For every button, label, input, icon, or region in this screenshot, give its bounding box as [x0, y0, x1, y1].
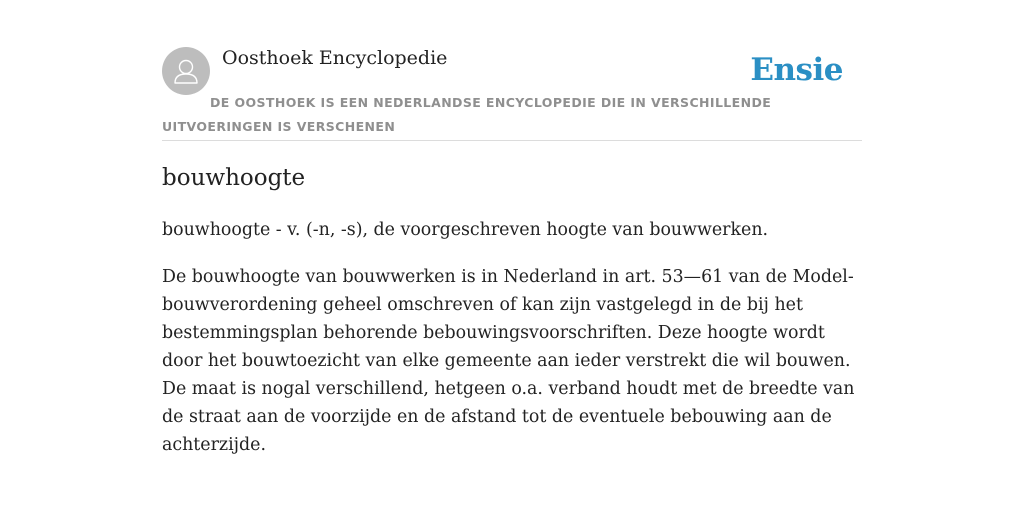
site-header — [162, 46, 862, 141]
avatar-silhouette — [162, 47, 210, 95]
article-paragraph-definition: bouwhoogte - v. (-n, -s), de voorgeschreven hoogte van bouwwerken. — [162, 220, 769, 240]
article — [162, 160, 862, 459]
article-title: bouwhoogte — [162, 165, 306, 191]
brand-logo-link[interactable]: Ensie — [750, 52, 843, 88]
site-tagline: DE OOSTHOEK IS EEN NEDERLANDSE ENCYCLOPEDIE DIE IN VERSCHILLENDE UITVOERINGEN IS VERSCHENEN — [162, 95, 772, 134]
article-paragraph-body: De bouwhoogte van bouwwerken is in Nederland in art. 53—61 van de Model-bouwverordening geheel omschreven of kan zijn vastgelegd in de bij het bestemmingsplan behorende bebouwingsvoorschriften. Deze hoogte wordt door het bouwtoezicht van elke gemeente aan ieder verstrekt die wil bouwen. De maat is nogal verschillend, hetgeen o.a. verband houdt met de breedte van de straat aan de voorzijde en de afstand tot de eventuele bebouwing aan de achterzijde. — [162, 267, 855, 455]
user-icon[interactable] — [162, 47, 210, 95]
site-name-link[interactable]: Oosthoek Encyclopedie — [222, 47, 448, 69]
